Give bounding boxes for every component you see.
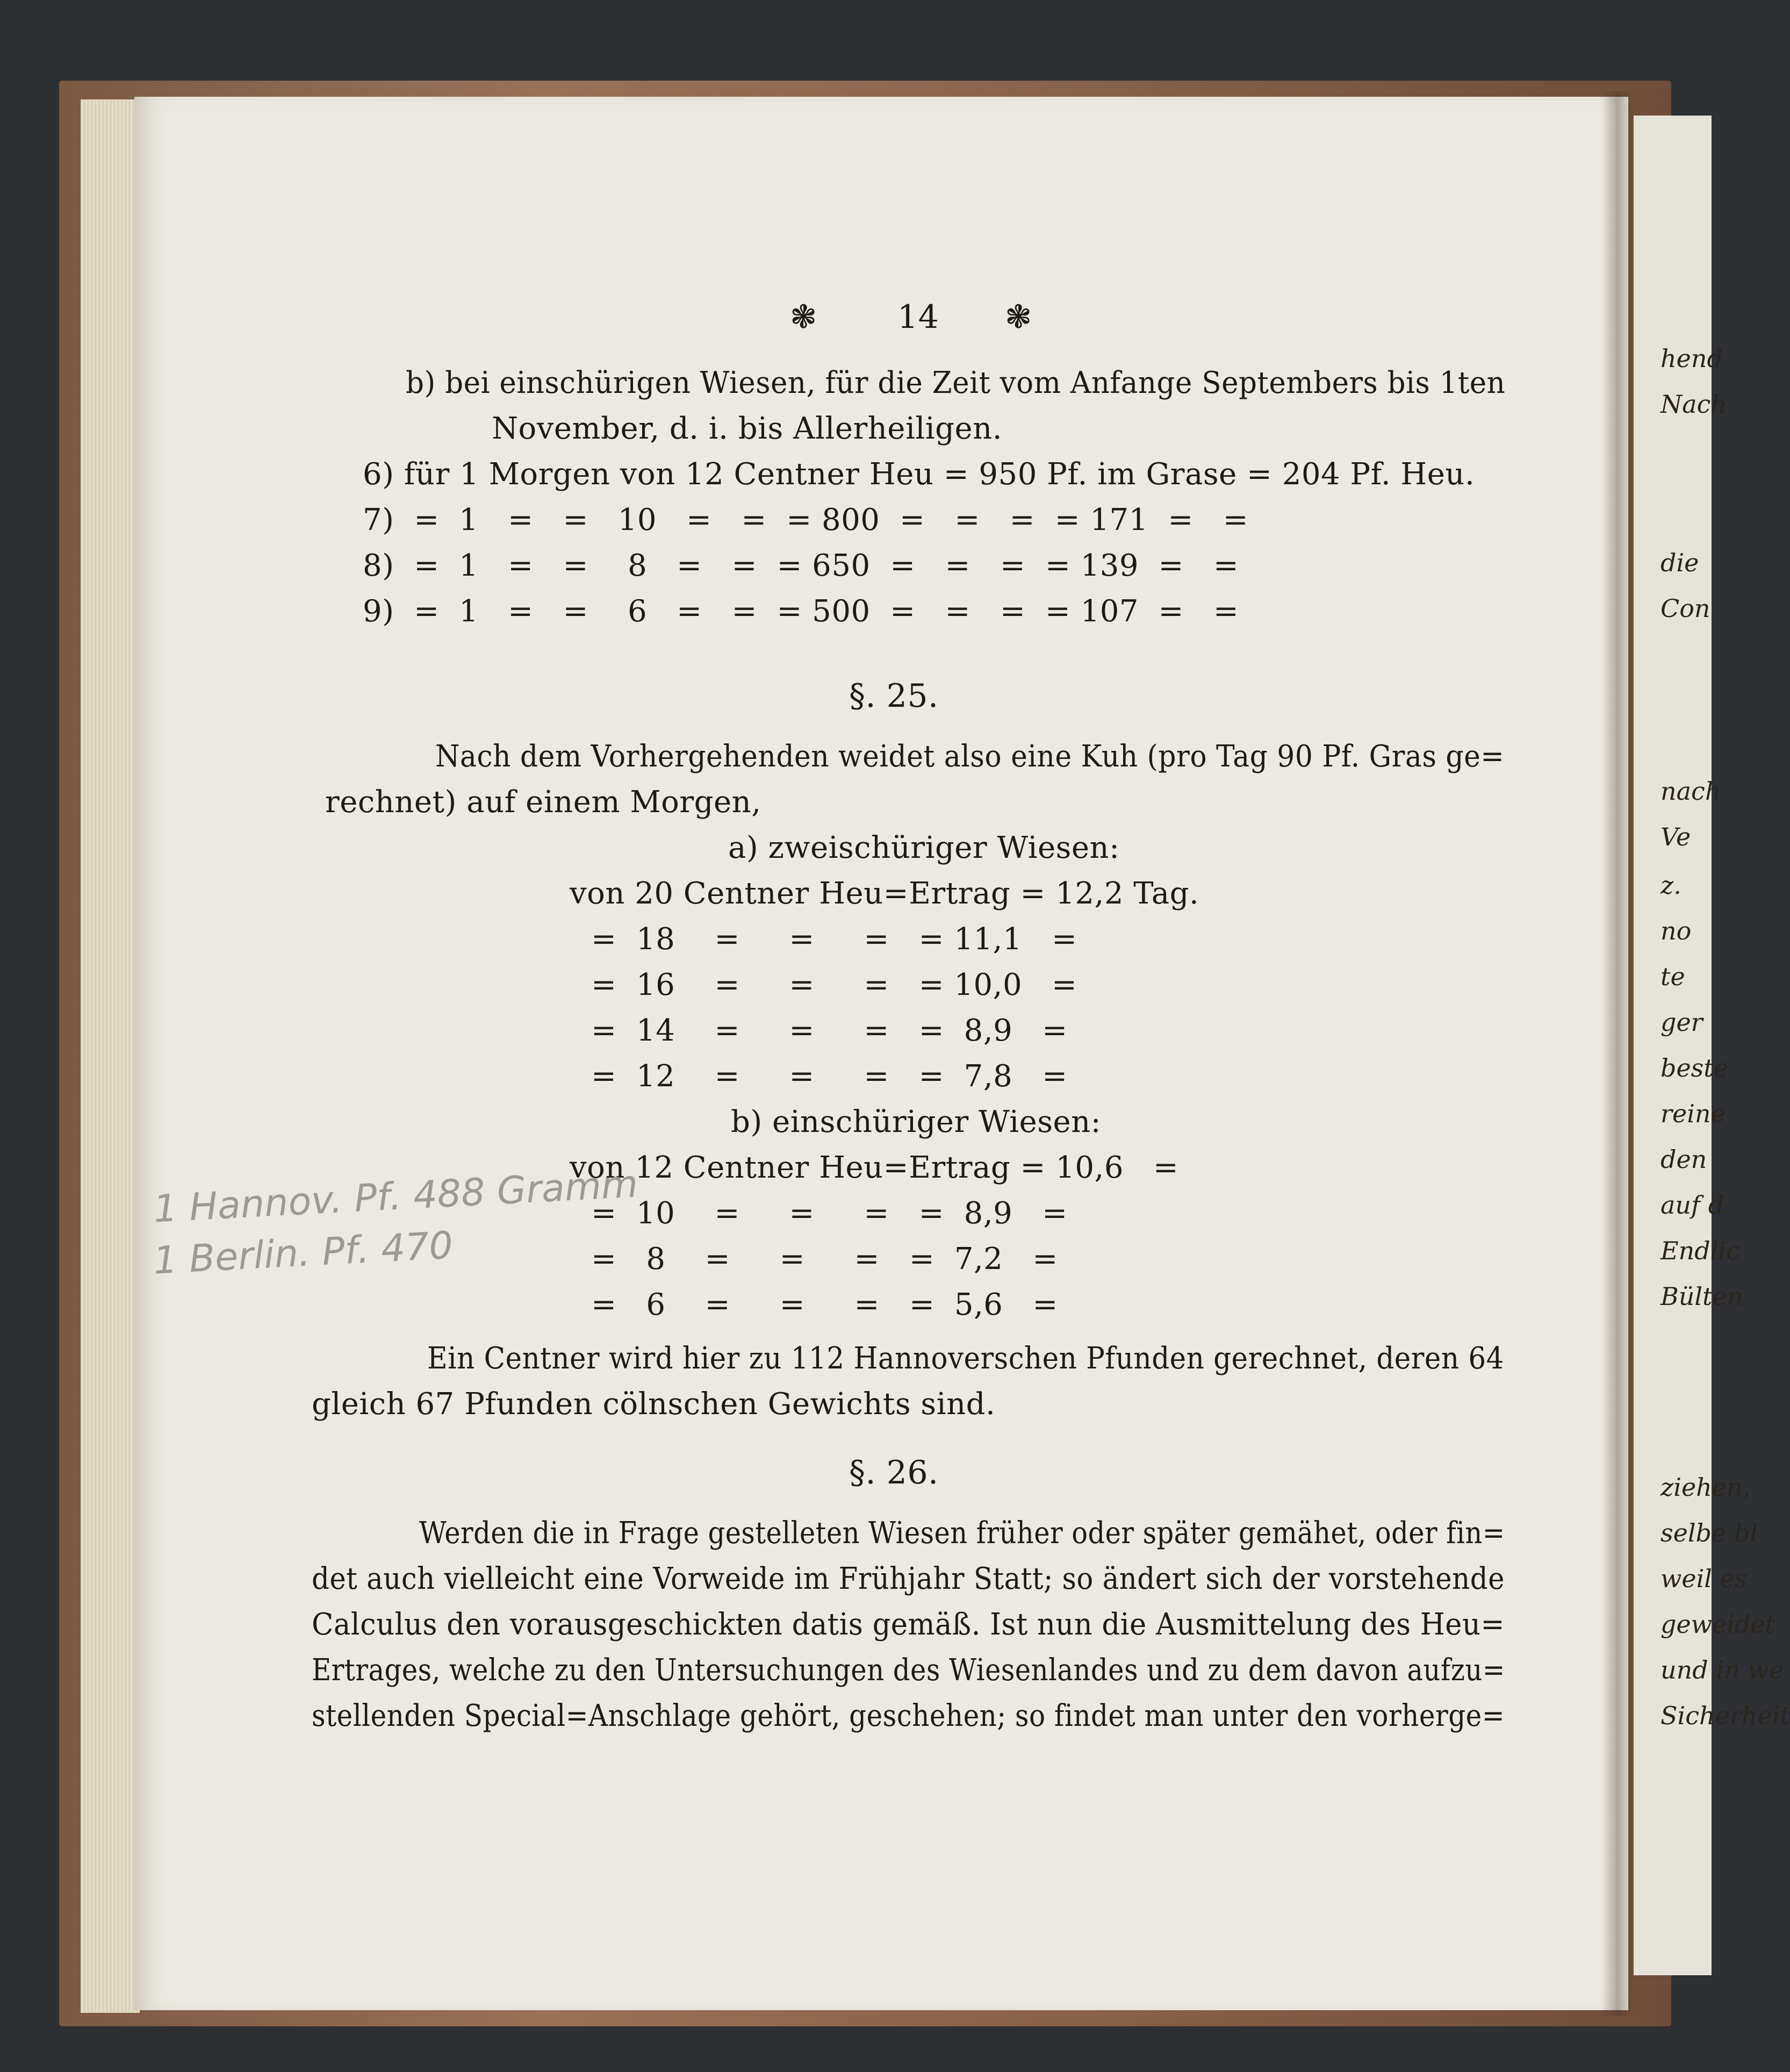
table-row: = 14 = = = = 8,9 = [591,1013,1068,1048]
section-heading: §. 25. [849,677,939,715]
next-page-line: nach [1660,777,1721,806]
table-row: 7) = 1 = = 10 = = = 800 = = = = 171 = = [363,503,1249,537]
text-line: Ertrages, welche zu den Untersuchungen des Wiesenlandes und zu dem davon aufzu= [312,1653,1505,1688]
subheading: a) zweischüriger Wiesen: [728,830,1120,865]
next-page-line: weil es [1660,1564,1748,1593]
table-row: = 12 = = = = 7,8 = [591,1059,1068,1094]
table-row: = 8 = = = = 7,2 = [591,1242,1058,1277]
book-gutter [1601,91,1634,2016]
page-number: 14 [897,298,939,336]
next-page-line: und in we [1660,1655,1784,1684]
next-page-line: den [1660,1145,1707,1174]
next-page-line: ger [1660,1008,1703,1037]
table-row: = 6 = = = = 5,6 = [591,1287,1058,1322]
pencil-annotation: 1 Berlin. Pf. 470 [152,1223,454,1283]
text-line: b) bei einschürigen Wiesen, für die Zeit vom Anfange Septembers bis 1ten [406,365,1506,400]
table-row: von 12 Centner Heu=Ertrag = 10,6 = [570,1150,1179,1185]
next-page-line: Nach [1660,390,1727,419]
text-line: det auch vielleicht eine Vorweide im Frühjahr Statt; so ändert sich der vorstehende [312,1561,1505,1596]
text-line: Werden die in Frage gestelleten Wiesen früher oder später gemähet, oder fin= [419,1516,1505,1551]
text-line: Nach dem Vorhergehenden weidet also eine Kuh (pro Tag 90 Pf. Gras ge= [435,739,1505,774]
text-line: rechnet) auf einem Morgen, [325,785,761,820]
next-page-line: auf d [1660,1191,1724,1220]
section-heading: §. 26. [849,1454,939,1492]
subheading: b) einschüriger Wiesen: [731,1105,1102,1139]
next-page-line: geweidet [1660,1610,1775,1639]
next-page-line: beste [1660,1053,1728,1082]
next-page-line: z. [1660,871,1681,900]
text-line: November, d. i. bis Allerheiligen. [492,411,1003,446]
table-row: 9) = 1 = = 6 = = = 500 = = = = 107 = = [363,594,1239,629]
ornament-right-icon: ❃ [1005,298,1032,336]
table-row: = 16 = = = = 10,0 = [591,967,1077,1002]
next-page-line: Con [1660,594,1710,623]
text-line: stellenden Special=Anschlage gehört, geschehen; so findet man unter den vorherge= [312,1698,1505,1733]
ornament-left-icon: ❃ [790,298,817,336]
text-line: gleich 67 Pfunden cölnschen Gewichts sind. [312,1387,996,1422]
next-page-line: hend [1660,344,1723,373]
table-row: = 18 = = = = 11,1 = [591,922,1077,957]
table-row: von 20 Centner Heu=Ertrag = 12,2 Tag. [570,876,1199,911]
next-page-line: ziehen, [1660,1473,1751,1502]
next-page-line: no [1660,916,1692,945]
page-edges [81,99,140,2013]
table-row: 8) = 1 = = 8 = = = 650 = = = = 139 = = [363,548,1239,583]
next-page-line: Bülten [1660,1282,1743,1311]
text-line: Calculus den vorausgeschickten datis gemäß. Ist nun die Ausmittelung des Heu= [312,1607,1505,1642]
table-row: = 10 = = = = 8,9 = [591,1196,1068,1231]
next-page-line: Ve [1660,822,1691,851]
next-page-line: selbe bl [1660,1518,1758,1547]
table-row: 6) für 1 Morgen von 12 Centner Heu = 950 Pf. im Grase = 204 Pf. Heu. [363,457,1475,492]
next-page-line: reine [1660,1099,1726,1128]
text-line: Ein Centner wird hier zu 112 Hannoverschen Pfunden gerechnet, deren 64 [427,1341,1504,1376]
next-page-line: Endlic [1660,1236,1740,1265]
next-page-line: te [1660,962,1685,991]
pencil-annotation: 1 Hannov. Pf. 488 Gramm [152,1162,639,1231]
next-page-line: die [1660,548,1699,577]
next-page-line: Sicherheit [1660,1701,1790,1730]
